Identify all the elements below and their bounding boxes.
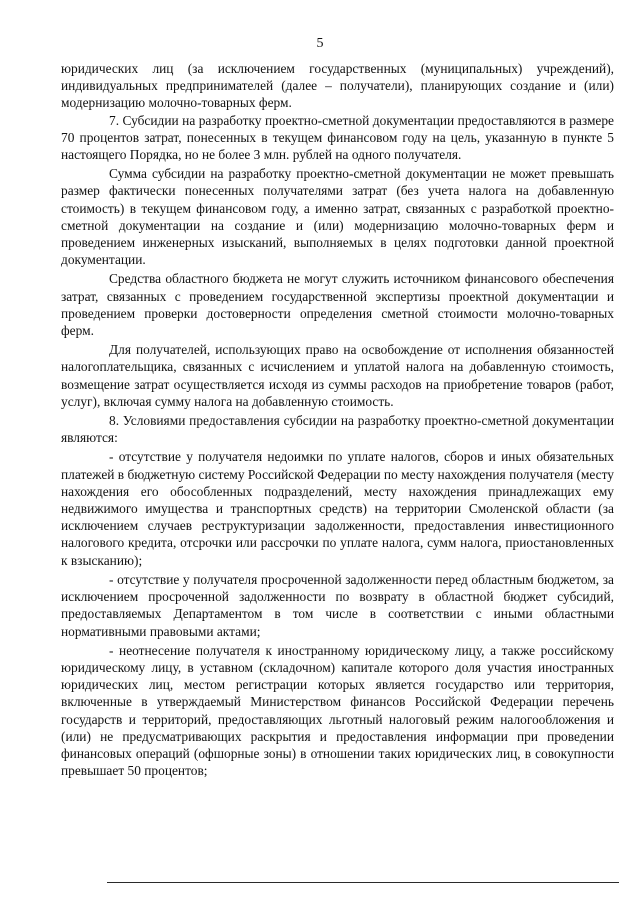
- page-number: 5: [316, 36, 324, 51]
- document-body: [61, 60, 614, 779]
- footer-rule: [107, 882, 619, 883]
- condition-no-overdue-debt: - отсутствие у получателя просроченной задолженности перед областным бюджетом, за исключением просроченной задолженности по возврату в областной бюджет субсидий, предоставляемых Департаментом в том числе в соответствии с иными областными нормативными правовыми актами;: [61, 571, 614, 639]
- condition-not-foreign-entity: - неотнесение получателя к иностранному юридическому лицу, а также российскому юридическому лицу, в уставном (складочном) капитале которого доля участия иностранных юридических лиц, местом регистрации которых является государство или территория, включенные в утверждаемый Министерством финансов Российской Федерации перечень государств и территорий, предоставляющих льготный налоговый режим налогообложения и (или) не предусматривающих раскрытия и предоставления информации при проведении финансовых операций (офшорные зоны) в отношении таких юридических лиц, в совокупности превышает 50 процентов;: [61, 642, 614, 779]
- paragraph-vat-exemption: Для получателей, использующих право на освобождение от исполнения обязанностей налогоплательщика, связанных с исчислением и уплатой налога на добавленную стоимость, возмещение затрат осуществляется исходя из суммы расходов на приобретение товаров (работ, услуг), включая сумму налога на добавленную стоимость.: [61, 342, 614, 409]
- paragraph-budget-funds: Средства областного бюджета не могут служить источником финансового обеспечения затрат, связанных с проведением государственной экспертизы проектной документации и проведением проверки достоверности определения сметной стоимости молочно-товарных ферм.: [61, 271, 614, 339]
- condition-no-tax-arrears: - отсутствие у получателя недоимки по уплате налогов, сборов и иных обязательных платежей в бюджетную систему Российской Федерации по месту нахождения получателя (месту нахождения его обособленных подразделений, месту нахождения принадлежащих ему недвижимого имущества и транспортных средств) на территории Смоленской области (за исключением случаев реструктуризации задолженности, предоставления инвестиционного налогового кредита, отсрочки или рассрочки по уплате налога, сумм налога, приостановленных к взысканию);: [61, 449, 614, 568]
- paragraph-item-7: 7. Субсидии на разработку проектно-сметной документации предоставляются в размере 70 процентов затрат, понесенных в текущем финансовом году на цель, указанную в пункте 5 настоящего Порядка, но не более 3 млн. рублей на одного получателя.: [61, 112, 614, 163]
- paragraph-continuation: юридических лиц (за исключением государственных (муниципальных) учреждений), индивидуальных предпринимателей (далее – получатели), планирующих создание и (или) модернизацию молочно-товарных ферм.: [61, 61, 614, 111]
- paragraph-subsidy-amount: Сумма субсидии на разработку проектно-сметной документации не может превышать размер фактически понесенных получателями затрат (без учета налога на добавленную стоимость) в текущем финансовом году, а именно затрат, связанных с разработкой проектно-сметной документации на создание и (или) модернизацию молочно-товарных ферм и проведением инженерных изысканий, выполняемых в целях подготовки данной проектной документации.: [61, 166, 614, 268]
- paragraph-item-8: 8. Условиями предоставления субсидии на разработку проектно-сметной документации являются:: [61, 413, 614, 446]
